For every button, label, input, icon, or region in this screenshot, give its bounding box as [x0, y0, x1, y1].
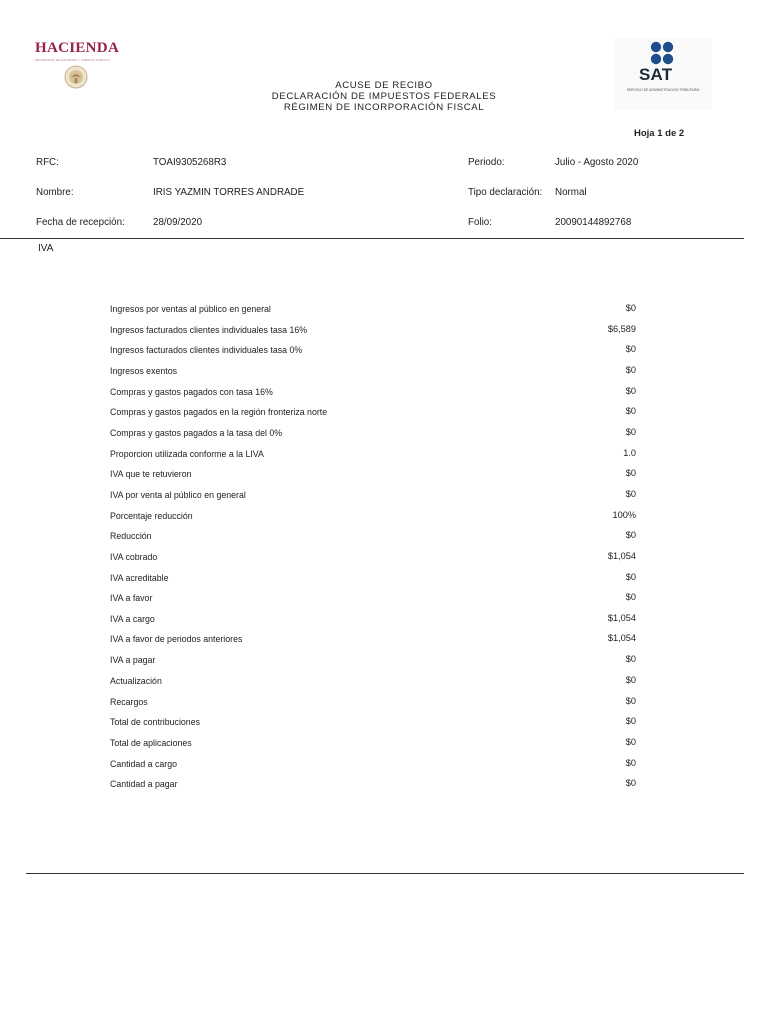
row-value: $0 — [625, 530, 636, 540]
row-label: Ingresos facturados clientes individuales tasa 0% — [110, 345, 303, 355]
row-label: Cantidad a cargo — [110, 759, 177, 769]
row-value: $1,054 — [607, 613, 636, 623]
row-label: Porcentaje reducción — [110, 511, 193, 521]
row-label: IVA a favor — [110, 593, 153, 603]
row-value: $0 — [625, 758, 636, 768]
row-label: IVA por venta al público en general — [110, 490, 246, 500]
row-label: Total de contribuciones — [110, 717, 200, 727]
row-label: Proporcion utilizada conforme a la LIVA — [110, 449, 264, 459]
nombre-value: IRIS YAZMIN TORRES ANDRADE — [153, 187, 305, 198]
footer-divider — [26, 873, 744, 874]
row-value: $0 — [625, 427, 636, 437]
row-label: Recargos — [110, 697, 148, 707]
section-title: IVA — [38, 243, 54, 254]
row-value: $0 — [625, 654, 636, 664]
row-label: Ingresos exentos — [110, 366, 177, 376]
hacienda-logo-text: HACIENDA — [35, 40, 120, 56]
row-label: IVA a cargo — [110, 614, 155, 624]
row-value: $0 — [625, 778, 636, 788]
row-label: Compras y gastos pagados en la región fronteriza norte — [110, 407, 328, 417]
tipo-declaracion-value: Normal — [555, 187, 587, 198]
row-label: Actualización — [110, 676, 162, 686]
regime-title: RÉGIMEN DE INCORPORACIÓN FISCAL — [283, 102, 485, 113]
row-value: 100% — [612, 510, 636, 520]
row-value: $1,054 — [607, 551, 636, 561]
row-value: $6,589 — [607, 324, 636, 334]
row-value: $0 — [625, 675, 636, 685]
rfc-label: RFC: — [36, 157, 59, 168]
row-value: $0 — [625, 468, 636, 478]
row-value: $0 — [625, 303, 636, 313]
fecha-recepcion-label: Fecha de recepción: — [36, 217, 125, 228]
periodo-label: Periodo: — [468, 157, 505, 168]
row-value: $0 — [625, 386, 636, 396]
row-value: $0 — [625, 344, 636, 354]
sat-logo-subtitle: SERVICIO DE ADMINISTRACIÓN TRIBUTARIA — [626, 88, 700, 92]
folio-value: 20090144892768 — [555, 217, 632, 228]
row-label: IVA que te retuvieron — [110, 469, 192, 479]
row-label: IVA acreditable — [110, 573, 169, 583]
nombre-label: Nombre: — [36, 187, 74, 198]
row-value: $0 — [625, 572, 636, 582]
page-indicator: Hoja 1 de 2 — [634, 128, 685, 139]
row-value: $0 — [625, 592, 636, 602]
row-label: Ingresos por ventas al público en general — [110, 304, 271, 314]
row-label: IVA cobrado — [110, 552, 158, 562]
row-value: $0 — [625, 716, 636, 726]
document-subtitle: DECLARACIÓN DE IMPUESTOS FEDERALES — [271, 91, 497, 102]
tipo-declaracion-label: Tipo declaración: — [468, 187, 543, 198]
row-value: $0 — [625, 365, 636, 375]
row-value: $0 — [625, 696, 636, 706]
row-value: $0 — [625, 737, 636, 747]
row-value: $0 — [625, 489, 636, 499]
row-value: $0 — [625, 406, 636, 416]
row-label: IVA a favor de periodos anteriores — [110, 634, 243, 644]
row-value: $1,054 — [607, 633, 636, 643]
periodo-value: Julio - Agosto 2020 — [555, 157, 639, 168]
sat-dots-icon — [614, 38, 712, 68]
folio-label: Folio: — [468, 217, 492, 228]
fecha-recepcion-value: 28/09/2020 — [153, 217, 203, 228]
row-label: Total de aplicaciones — [110, 738, 192, 748]
row-label: IVA a pagar — [110, 655, 156, 665]
row-label: Reducción — [110, 531, 152, 541]
row-value: 1.0 — [623, 448, 636, 458]
row-label: Compras y gastos pagados a la tasa del 0% — [110, 428, 283, 438]
row-label: Ingresos facturados clientes individuales tasa 16% — [110, 325, 308, 335]
sat-logo-text: SAT — [639, 65, 673, 84]
document-title: ACUSE DE RECIBO — [335, 80, 433, 91]
row-label: Compras y gastos pagados con tasa 16% — [110, 387, 273, 397]
hacienda-logo-subtitle: SECRETARÍA DE HACIENDA Y CRÉDITO PÚBLICO — [35, 58, 110, 62]
header-divider — [0, 238, 744, 239]
row-label: Cantidad a pagar — [110, 779, 178, 789]
rfc-value: TOAI9305268R3 — [153, 157, 227, 168]
